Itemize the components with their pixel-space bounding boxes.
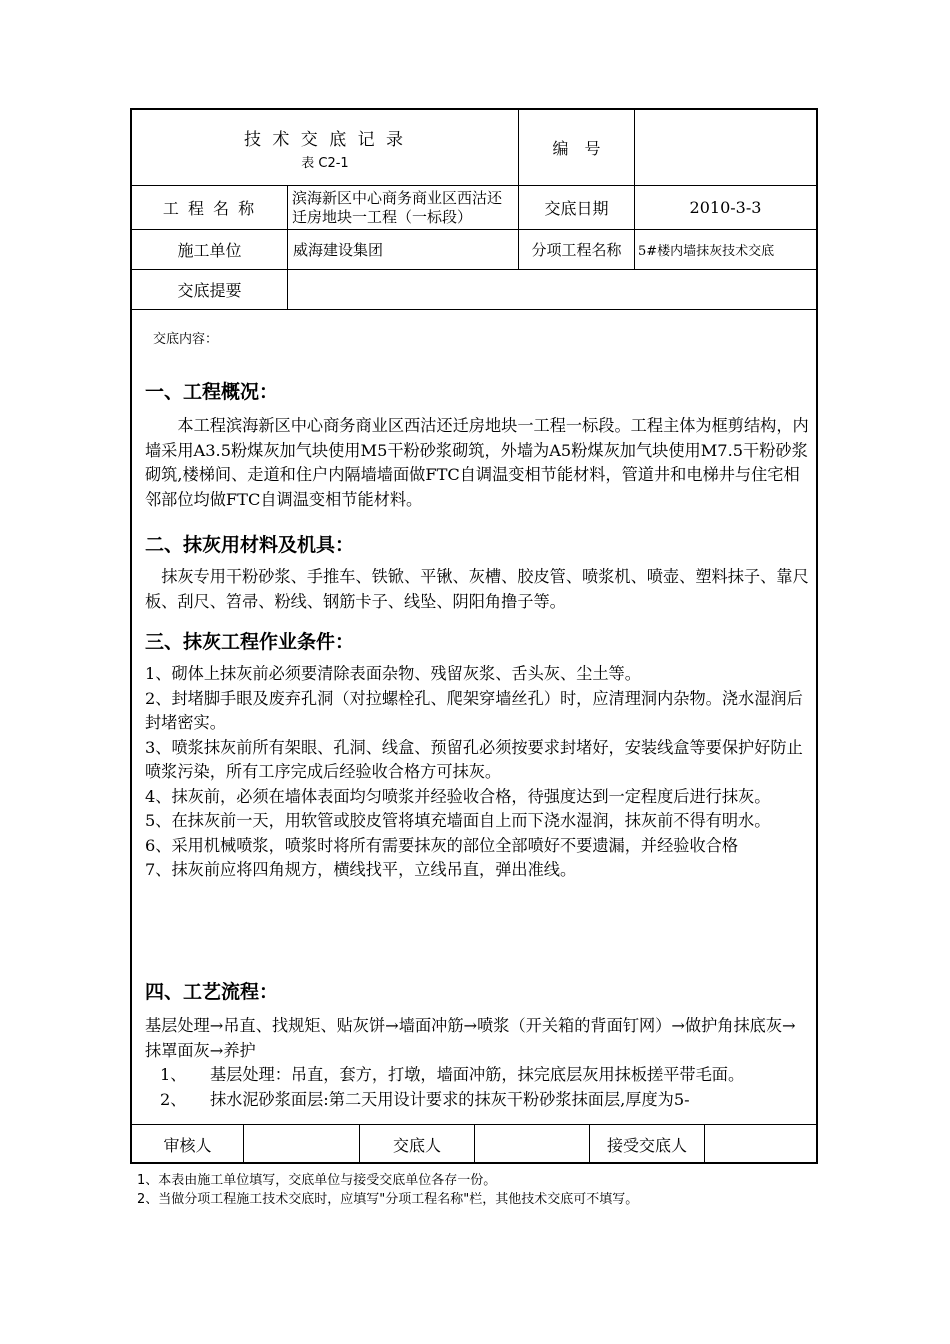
section-3-title: 三、抹灰工程作业条件： (145, 631, 355, 653)
section-2-title: 二、抹灰用材料及机具： (145, 534, 355, 556)
process-flow: 基层处理→吊直、找规矩、贴灰饼→墙面冲筋→喷浆（开关箱的背面钉网）→做护角抹底灰→抹罩面灰→养护 (145, 1016, 796, 1060)
row-divider (130, 309, 818, 310)
form-title-cell (132, 110, 518, 185)
section-1-paragraph: 本工程滨海新区中心商务商业区西沽还迁房地块一工程一标段。工程主体为框剪结构，内墙采用A3.5粉煤灰加气块使用M5干粉砂浆砌筑，外墙为A5粉煤灰加气块使用M7.5干粉砂浆砌筑,楼梯间、走道和住户内隔墙墙面做FTC自调温变相节能材料，管道井和电梯井与住宅相邻部位均做FTC自调温变相节能材料。 (145, 416, 809, 509)
process-step (145, 1063, 810, 1088)
footnote: 1、本表由施工单位填写，交底单位与接受交底单位各存一份。 (137, 1173, 497, 1188)
reviewer-label: 审核人 (163, 1135, 212, 1155)
receiver-label: 接受交底人 (606, 1135, 687, 1155)
list-item: 4、抹灰前，必须在墙体表面均匀喷浆并经验收合格，待强度达到一定程度后进行抹灰。 (145, 786, 771, 806)
section-2-paragraph: 抹灰专用干粉砂浆、手推车、铁锨、平锹、灰槽、胶皮管、喷浆机、喷壶、塑料抹子、靠尺板、刮尺、笤帚、粉线、钢筋卡子、线坠、阴阳角撸子等。 (145, 567, 809, 611)
date-value[interactable]: 2010-3-3 (689, 198, 762, 217)
section-4-body (145, 1014, 810, 1112)
form-title: 技 术 交 底 记 录 (243, 129, 407, 150)
subproject-value[interactable]: 5#楼内墙抹灰技术交底 (638, 244, 775, 259)
reviewer-value[interactable] (244, 1125, 359, 1163)
presenter-label: 交底人 (392, 1135, 441, 1155)
list-item: 3、喷浆抹灰前所有架眼、孔洞、线盒、预留孔必须按要求封堵好，安装线盒等要保护好防止喷浆污染，所有工序完成后经验收合格方可抹灰。 (145, 737, 803, 781)
step-number: 1、 (160, 1065, 187, 1084)
number-label: 编 号 (552, 139, 601, 158)
step-number: 2、 (160, 1089, 187, 1109)
form-number: 表 C2-1 (301, 155, 349, 171)
list-item: 6、采用机械喷浆，喷浆时将所有需要抹灰的部位全部喷好不要遗漏，并经验收合格 (145, 835, 739, 855)
section-3-list (145, 662, 810, 883)
list-item: 2、封堵脚手眼及废弃孔洞（对拉螺栓孔、爬架穿墙丝孔）时，应清理洞内杂物。浇水湿润后封堵密实。 (145, 688, 803, 732)
summary-value[interactable] (292, 270, 816, 309)
subproject-label: 分项工程名称 (531, 241, 622, 259)
contractor-value[interactable]: 威海建设集团 (293, 241, 384, 259)
list-item: 7、抹灰前应将四角规方，横线找平，立线吊直，弹出准线。 (145, 860, 577, 879)
project-name-value[interactable]: 滨海新区中心商务商业区西沽还迁房地块一工程（一标段） (292, 188, 503, 226)
section-1-body (145, 414, 810, 512)
number-value[interactable] (635, 110, 816, 185)
col-divider (287, 185, 288, 309)
date-label: 交底日期 (544, 199, 609, 218)
section-2-body (145, 565, 810, 614)
step-text: 基层处理：吊直，套方，打墩，墙面冲筋，抹完底层灰用抹板搓平带毛面。 (210, 1065, 745, 1084)
process-step (145, 1088, 810, 1113)
list-item: 5、在抹灰前一天，用软管或胶皮管将填充墙面自上而下浇水湿润，抹灰前不得有明水。 (145, 811, 771, 830)
section-1-title: 一、工程概况： (145, 381, 279, 403)
summary-label: 交底提要 (177, 281, 242, 300)
receiver-value[interactable] (705, 1125, 816, 1163)
presenter-value[interactable] (475, 1125, 589, 1163)
footnotes (137, 1171, 638, 1209)
list-item: 1、砌体上抹灰前必须要清除表面杂物、残留灰浆、舌头灰、尘土等。 (145, 664, 641, 683)
section-4-title: 四、工艺流程： (145, 981, 279, 1003)
contractor-label: 施工单位 (177, 241, 242, 260)
footnote: 2、当做分项工程施工技术交底时，应填写"分项工程名称"栏，其他技术交底可不填写。 (137, 1192, 639, 1207)
project-name-label: 工 程 名 称 (162, 199, 257, 218)
step-text: 抹水泥砂浆面层:第二天用设计要求的抹灰干粉砂浆抹面层,厚度为5- (210, 1089, 690, 1109)
content-intro-label: 交底内容： (153, 332, 219, 347)
